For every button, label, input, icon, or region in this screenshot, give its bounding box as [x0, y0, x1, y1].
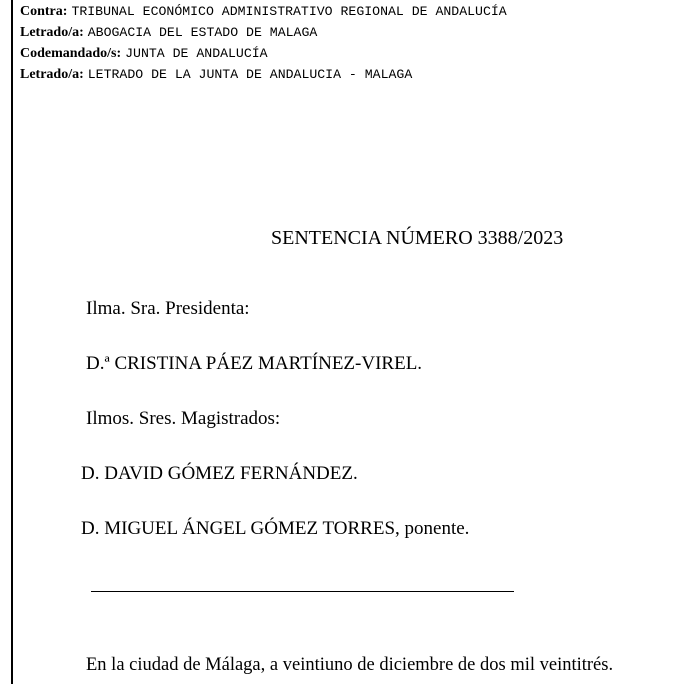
header-codemandado-value: JUNTA DE ANDALUCÍA	[125, 46, 268, 61]
magistrado-1: D. DAVID GÓMEZ FERNÁNDEZ.	[81, 463, 358, 484]
header-letrado-2-label: Letrado/a:	[20, 67, 84, 82]
presidenta-label: Ilma. Sra. Presidenta:	[86, 298, 250, 319]
header-letrado-2	[20, 66, 412, 84]
header-letrado-1	[20, 24, 317, 42]
presidenta-name: D.ª CRISTINA PÁEZ MARTÍNEZ-VIREL.	[86, 353, 423, 374]
header-letrado-1-value: ABOGACIA DEL ESTADO DE MALAGA	[87, 25, 318, 40]
left-margin-rule	[11, 0, 13, 684]
header-letrado-2-value: LETRADO DE LA JUNTA DE ANDALUCIA - MALAGA	[87, 67, 413, 82]
header-letrado-1-label: Letrado/a:	[20, 25, 84, 40]
sentencia-title: SENTENCIA NÚMERO 3388/2023	[271, 227, 564, 249]
header-contra-label: Contra:	[20, 4, 68, 19]
header-contra	[20, 3, 507, 21]
separator-line	[91, 591, 514, 592]
header-contra-value: TRIBUNAL ECONÓMICO ADMINISTRATIVO REGIONAL DE ANDALUCÍA	[71, 4, 507, 19]
magistrado-2: D. MIGUEL ÁNGEL GÓMEZ TORRES, ponente.	[81, 518, 470, 539]
header-codemandado	[20, 45, 268, 63]
closing-text: En la ciudad de Málaga, a veintiuno de diciembre de dos mil veintitrés.	[86, 655, 614, 675]
magistrados-label: Ilmos. Sres. Magistrados:	[86, 408, 281, 429]
header-codemandado-label: Codemandado/s:	[20, 46, 122, 61]
